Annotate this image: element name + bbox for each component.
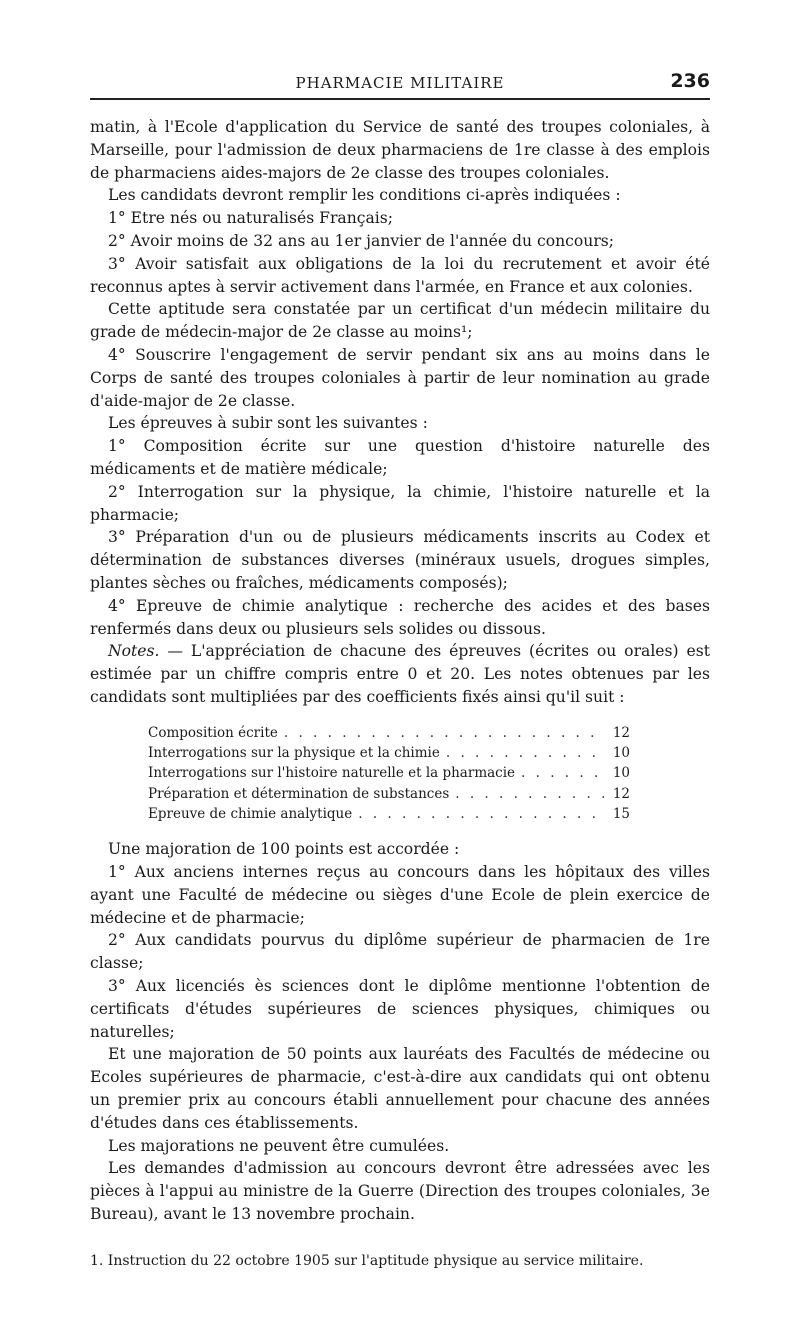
coefficient-row [148,763,630,783]
coefficient-row [148,743,630,763]
coefficient-label: Epreuve de chimie analytique [148,805,353,822]
paragraph: 4° Souscrire l'engagement de servir pendant six ans au moins dans le Corps de santé des troupes coloniales à partir de leur nomination au grade d'aide-major de 2e classe. [90,345,710,410]
notes-lead: Notes. [108,642,160,661]
coefficient-value: 12 [612,724,630,741]
coefficient-label: Interrogations sur l'histoire naturelle et la pharmacie [148,765,516,782]
paragraph: 1° Etre nés ou naturalisés Français; [108,209,394,228]
paragraph: 3° Avoir satisfait aux obligations de la loi du recrutement et avoir été reconnus aptes à servir activement dans l'armée, en France et aux colonies. [90,254,710,296]
coefficient-value: 12 [612,785,630,802]
leader-dots [284,723,606,743]
paragraph: 3° Aux licenciés ès sciences dont le diplôme mentionne l'obtention de certificats d'études supérieures de sciences physiques, chimiques ou naturelles; [90,976,710,1041]
running-title: PHARMACIE MILITAIRE [295,74,505,92]
paragraph: Une majoration de 100 points est accordée : [108,840,460,859]
leader-dots [358,804,606,824]
coefficient-row [148,784,630,804]
paragraph: Les candidats devront remplir les conditions ci-après indiquées : [108,186,621,205]
coefficient-label: Préparation et détermination de substances [148,785,450,802]
coefficient-label: Composition écrite [148,724,278,741]
paragraph: Les épreuves à subir sont les suivantes : [108,414,428,433]
notes-paragraph [90,640,710,708]
notes-text: — L'appréciation de chacune des épreuves (écrites ou orales) est estimée par un chiffre compris entre 0 et 20. Les notes obtenues par les candidats sont multipliées par des coefficients fixés ainsi qu'il suit : [90,642,710,706]
document-page [90,68,710,1273]
paragraph: 2° Aux candidats pourvus du diplôme supérieur de pharmacien de 1re classe; [90,931,710,973]
paragraph: Et une majoration de 50 points aux lauréats des Facultés de médecine ou Ecoles supérieures de pharmacie, c'est-à-dire aux candidats qui ont obtenu un premier prix au concours établi annuellement pour chacune des années d'études dans ces établissements. [90,1045,710,1132]
paragraph: matin, à l'Ecole d'application du Service de santé des troupes coloniales, à Marseille, pour l'admission de deux pharmaciens de 1re classe à des emplois de pharmaciens aides-majors de 2e classe des troupes coloniales. [90,118,710,182]
leader-dots [455,784,606,804]
page-header [90,68,710,100]
coefficient-table [148,723,630,824]
footnote: 1. Instruction du 22 octobre 1905 sur l'aptitude physique au service militaire. [90,1252,644,1269]
coefficient-value: 10 [612,765,630,782]
paragraph: 3° Préparation d'un ou de plusieurs médicaments inscrits au Codex et détermination de substances diverses (minéraux usuels, drogues simples, plantes sèches ou fraîches, médicaments composés); [90,528,710,592]
leader-dots [521,763,606,783]
paragraph: 4° Epreuve de chimie analytique : recherche des acides et des bases renfermés dans deux ou plusieurs sels solides ou dissous. [90,596,710,638]
coefficient-value: 10 [612,745,630,762]
coefficient-row [148,804,630,824]
paragraph: 2° Avoir moins de 32 ans au 1er janvier de l'année du concours; [108,231,615,250]
coefficient-label: Interrogations sur la physique et la chimie [148,745,440,762]
coefficient-row [148,723,630,743]
paragraph: 1° Composition écrite sur une question d'histoire naturelle des médicaments et de matière médicale; [90,437,710,478]
paragraph: Cette aptitude sera constatée par un certificat d'un médecin militaire du grade de médecin-major de 2e classe au moins¹; [90,300,710,342]
page-number: 236 [670,70,710,92]
coefficient-value: 15 [612,805,630,822]
paragraph: 2° Interrogation sur la physique, la chimie, l'histoire naturelle et la pharmacie; [90,482,710,524]
paragraph: 1° Aux anciens internes reçus au concours dans les hôpitaux des villes ayant une Faculté de médecine ou sièges d'une Ecole de plein exercice de médecine et de pharmacie; [90,863,710,927]
paragraph: Les demandes d'admission au concours devront être adressées avec les pièces à l'appui au ministre de la Guerre (Direction des troupes coloniales, 3e Bureau), avant le 13 novembre prochain. [90,1159,710,1223]
paragraph: Les majorations ne peuvent être cumulées. [108,1136,450,1155]
leader-dots [446,743,606,763]
page-body [90,116,710,1273]
